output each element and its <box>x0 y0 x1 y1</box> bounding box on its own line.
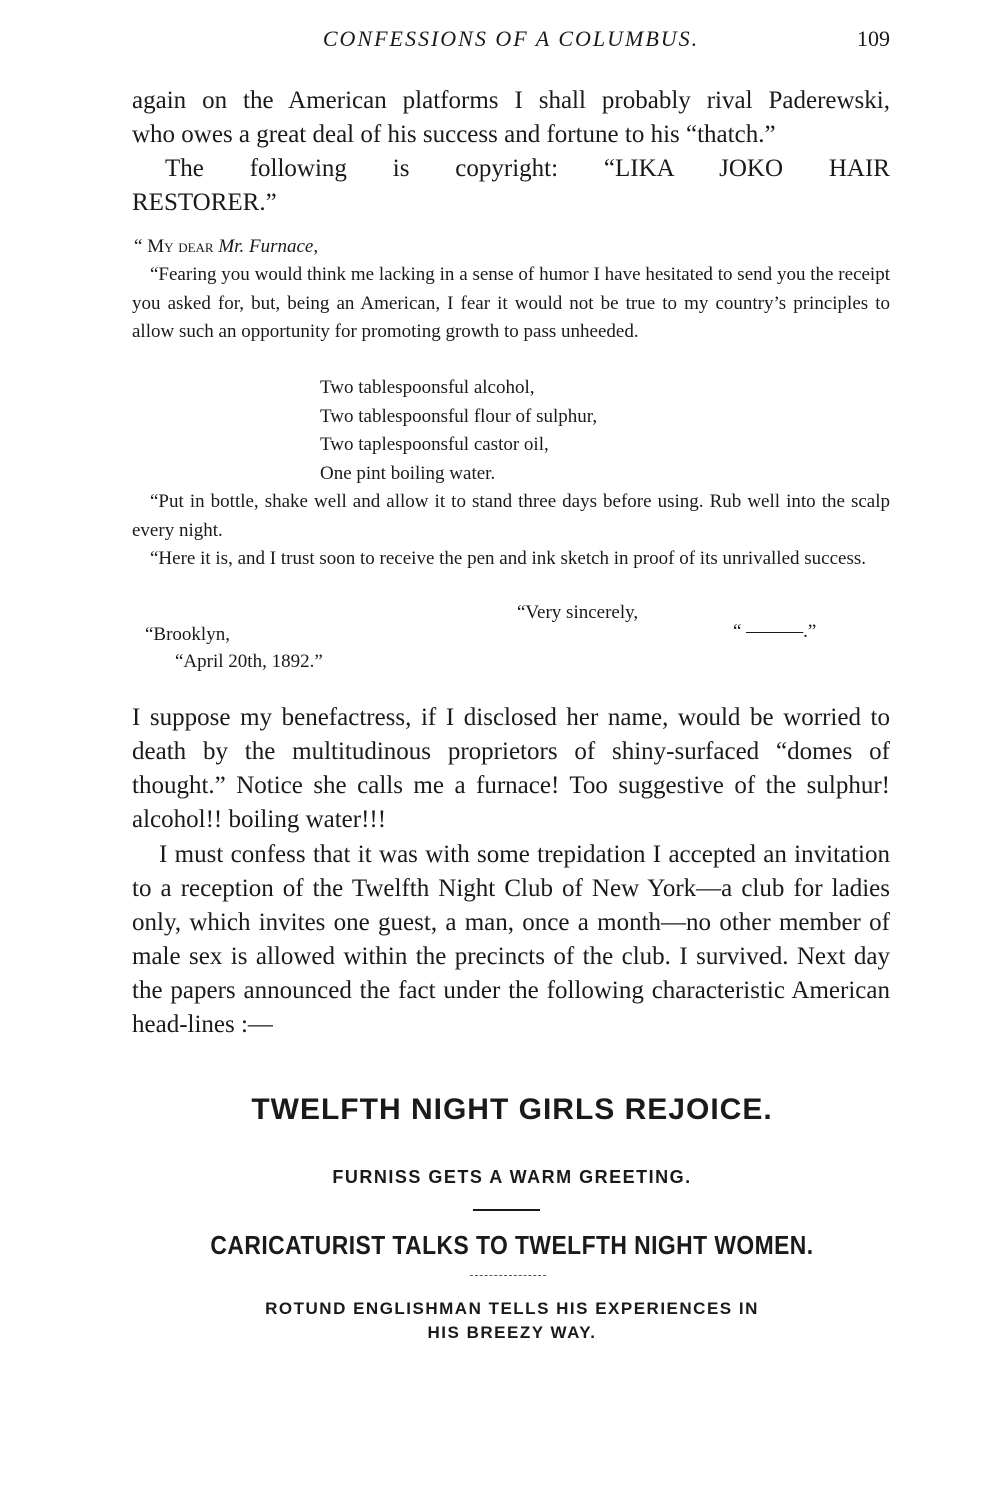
paragraph-benefactress: I suppose my benefactress, if I disclosed her name, would be worried to death by the multitudinous proprietors of shiny-surfaced “domes of thought.” Notice she calls me a furnace! Too suggestive of the sulphur! alcohol!! boiling water!!! <box>132 704 890 833</box>
recipe-item: One pint boiling water. <box>320 462 496 484</box>
headline-line: HIS BREEZY WAY. <box>427 1323 597 1342</box>
salutation-name: Mr. Furnace, <box>218 236 319 257</box>
headline-main: TWELFTH NIGHT GIRLS REJOICE. <box>251 1093 773 1126</box>
headline-caricaturist: CARICATURIST TALKS TO TWELFTH NIGHT WOMEN. <box>210 1230 814 1260</box>
letter-paragraph: “Fearing you would think me lacking in a sense of humor I have hesitated to send you the receipt you asked for, but, being an American, I fear it would not be true to my country’s principles to allow such an opportunity for promoting growth to pass unheeded. <box>132 264 890 342</box>
letter-paragraph: “Put in bottle, shake well and allow it to stand three days before using. Rub well into the scalp every night. <box>132 491 890 541</box>
letter-paragraph: “Here it is, and I trust soon to receive the pen and ink sketch in proof of its unrivalled success. <box>150 548 866 569</box>
divider-dashed <box>470 1275 546 1276</box>
salutation-greeting: My dear <box>147 236 214 257</box>
running-title: CONFESSIONS OF A COLUMBUS. <box>322 26 700 51</box>
page-header <box>132 26 890 56</box>
headline-rotund <box>12 1297 1000 1345</box>
text-line: RESTORER.” <box>132 189 277 216</box>
text-line: who owes a great deal of his success and fortune to his “thatch.” <box>132 121 776 148</box>
recipe-item: Two tablespoonsful alcohol, <box>320 377 535 398</box>
divider-rule <box>473 1209 540 1211</box>
page-number: 109 <box>857 26 890 51</box>
letter-signature: “ ———.” <box>733 621 817 642</box>
paragraph-twelfth-night: I must confess that it was with some trepidation I accepted an invitation to a reception of the Twelfth Night Club of New York—a club for ladies only, which invites one guest, a man, once a month—no other member of male sex is allowed within the precincts of the club. I survived. Next day the papers announced the fact under the following characteristic American head-lines :— <box>132 841 890 1038</box>
salutation-quote: “ <box>134 236 148 257</box>
letter-closing: “Very sincerely, <box>517 602 639 623</box>
headline-line: ROTUND ENGLISHMAN TELLS HIS EXPERIENCES IN <box>265 1299 759 1318</box>
headline-sub: FURNISS GETS A WARM GREETING. <box>332 1167 692 1187</box>
letter-place: “Brooklyn, <box>145 624 230 645</box>
text-line: again on the American platforms I shall probably rival Paderewski, <box>132 87 890 114</box>
letter-salutation <box>132 233 890 262</box>
paragraph-continuation <box>132 84 890 152</box>
recipe-item: Two taplespoonsful castor oil, <box>320 434 549 455</box>
text-line: The following is copyright: “LIKA JOKO HAIR <box>165 155 890 182</box>
recipe-list <box>320 374 597 488</box>
recipe-item: Two tablespoonsful flour of sulphur, <box>320 405 598 427</box>
paragraph-copyright <box>132 152 890 220</box>
letter-date: “April 20th, 1892.” <box>175 651 323 672</box>
